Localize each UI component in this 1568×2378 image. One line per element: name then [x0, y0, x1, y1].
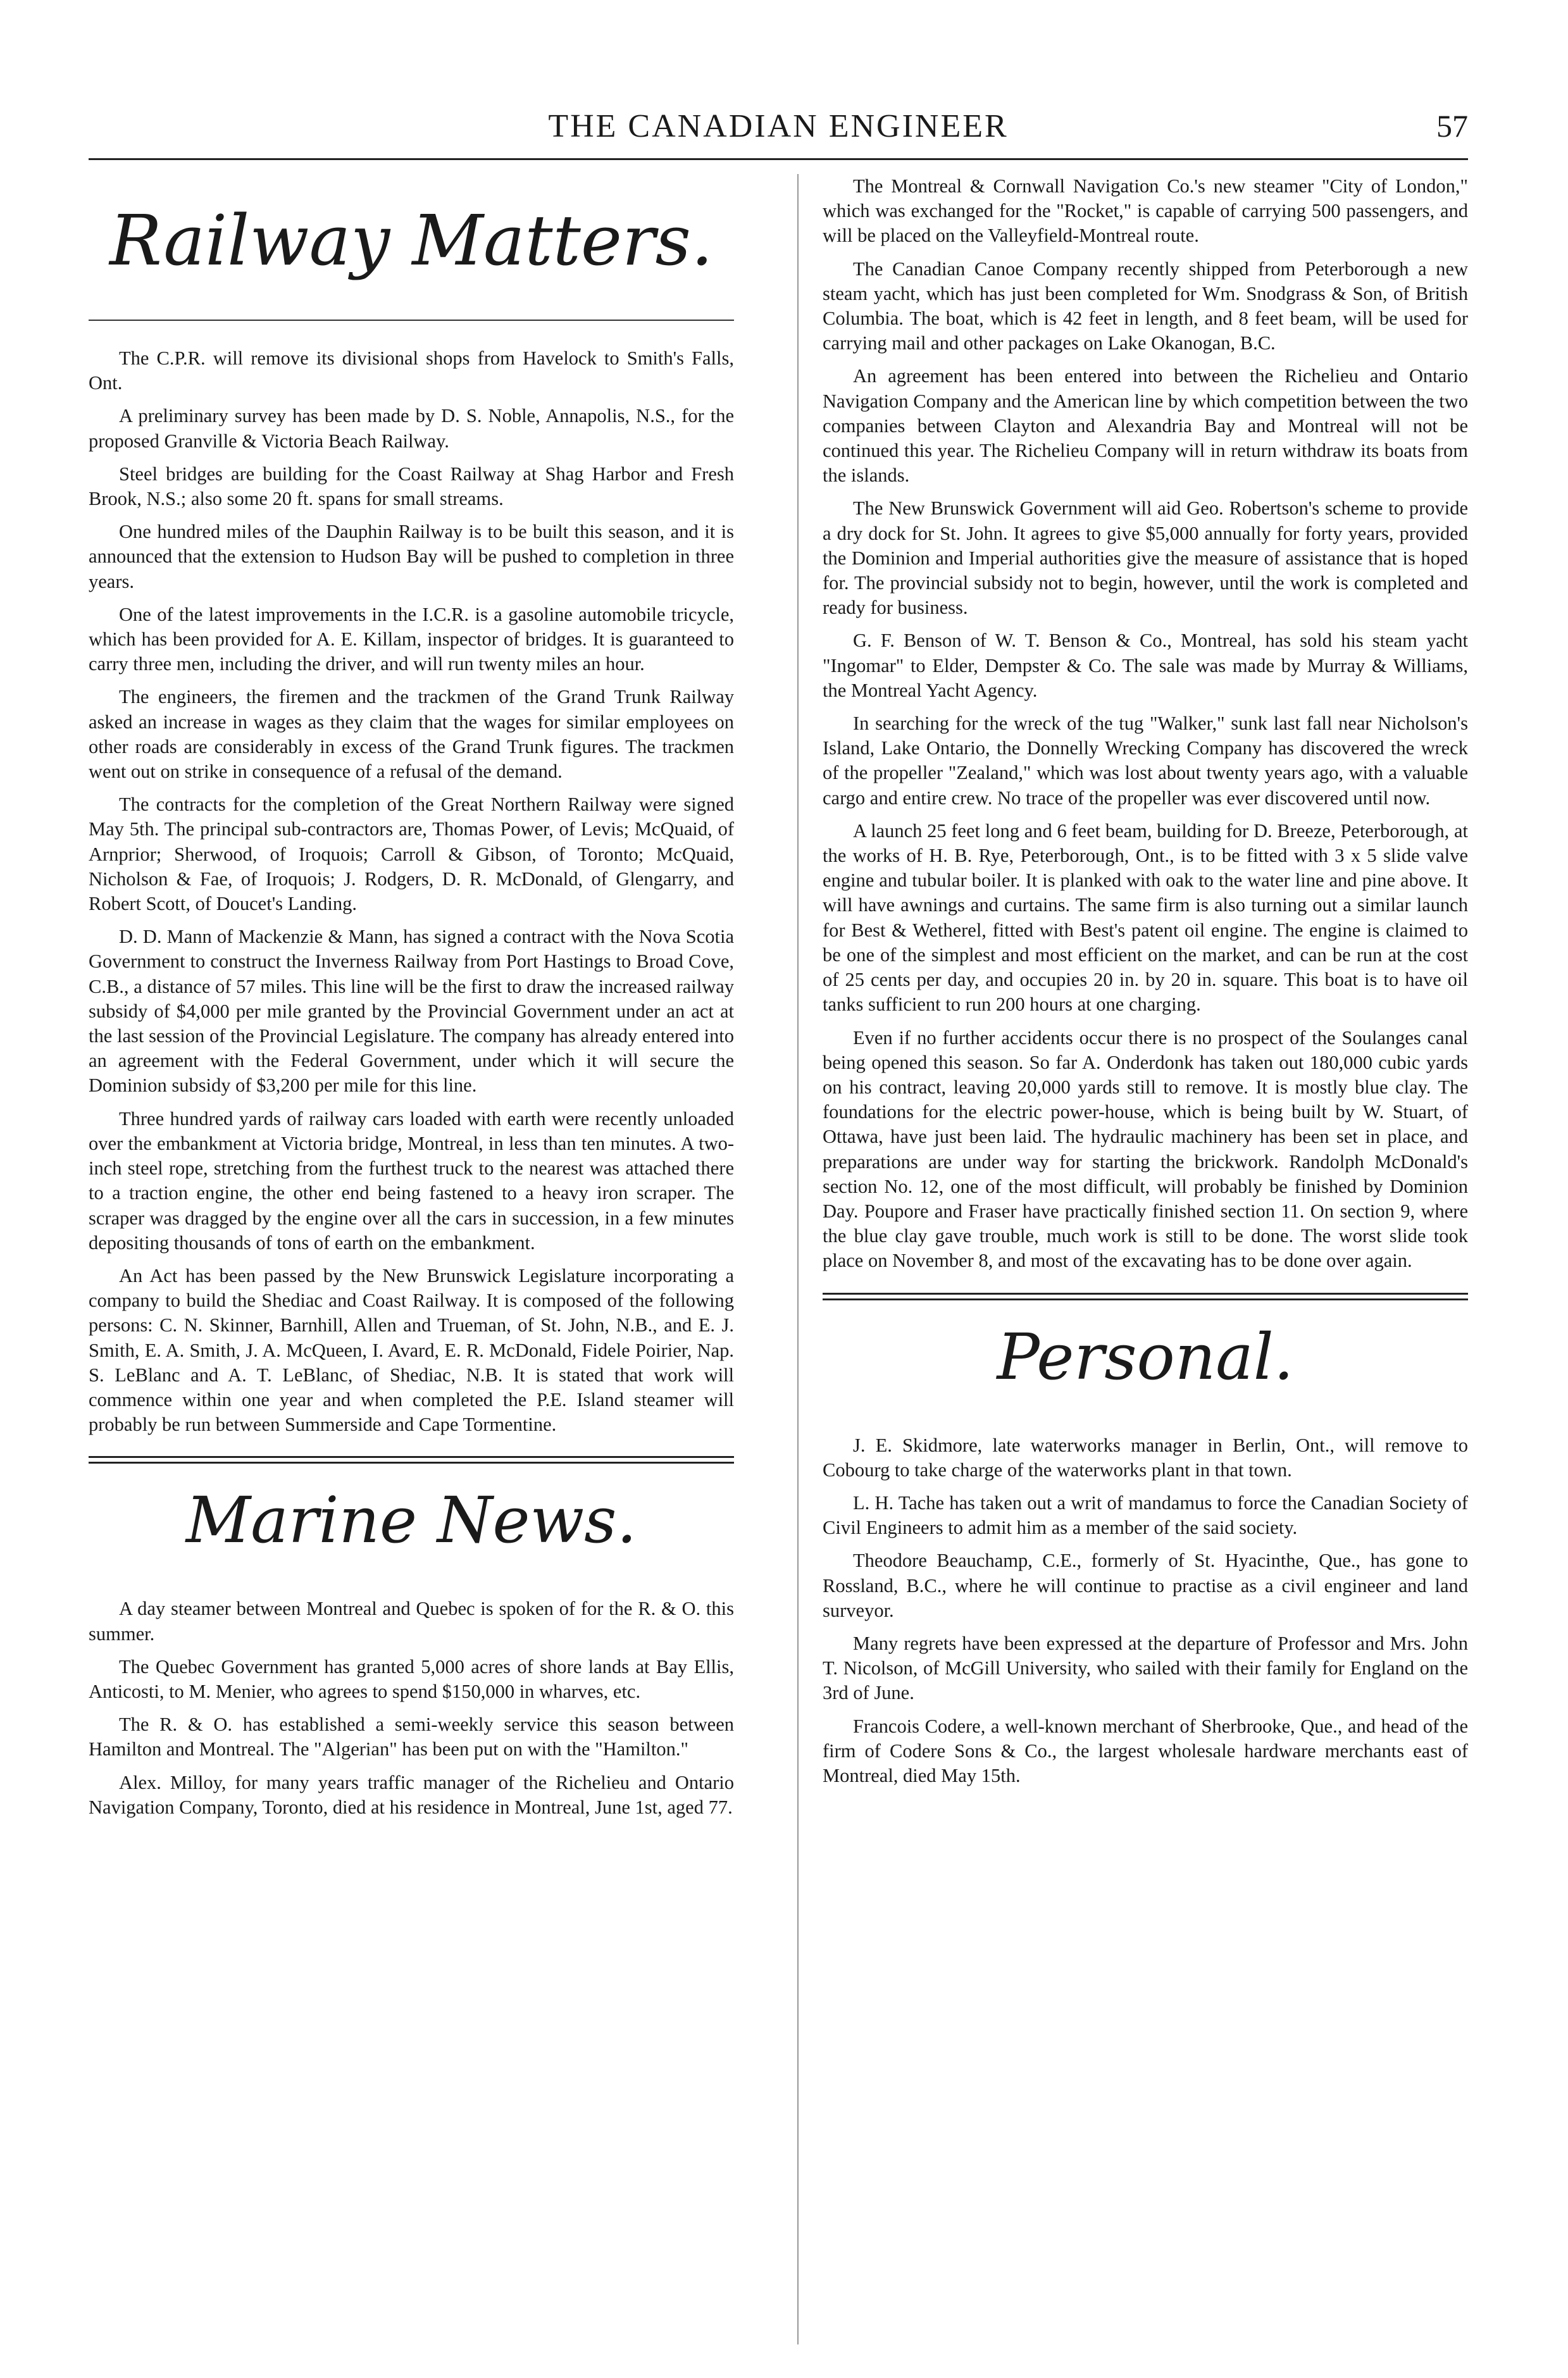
personal-heading: Personal. [997, 1319, 1294, 1394]
article-paragraph: Many regrets have been expressed at the departure of Professor and Mrs. John T. Nicolson, of McGill University, who sailed with their family for England on the 3rd of June. [823, 1632, 1468, 1704]
article-paragraph: The R. & O. has established a semi-weekly service this season between Hamilton and Montreal. The "Algerian" has been put on with the "Hamilton." [89, 1714, 734, 1760]
article-paragraph: The C.P.R. will remove its divisional shops from Havelock to Smith's Falls, Ont. [89, 347, 734, 394]
header-rule [89, 158, 1468, 160]
article-paragraph: The contracts for the completion of the Great Northern Railway were signed May 5th. The principal sub-contractors are, Thomas Power, of Levis; McQuaid, of Arnprior; Sherwood, of Iroquois; Carroll & Gibson, of Toronto; McQuaid, Nicholson & Fae, of Iroquois; J. Rodgers, D. R. McDonald, of Glengarry, and Robert Scott, of Doucet's Landing. [89, 794, 734, 915]
article-paragraph: Even if no further accidents occur there is no prospect of the Soulanges canal being opened this season. So far A. Onderdonk has taken out 180,000 cubic yards on his contract, leaving 20,000 yards still to remove. It is mostly blue clay. The foundations for the electric power-house, which is being built by W. Stuart, of Ottawa, have just been laid. The hydraulic machinery has been set in place, and preparations are under way for starting the brickwork. Randolph McDonald's section No. 12, one of the most difficult, will probably be finished by Dominion Day. Poupore and Fraser have practically finished section 11. On section 9, where the blue clay gave trouble, much work is still to be done. The worst slide took place on November 8, and most of the excavating has to be done over again. [823, 1026, 1468, 1272]
article-paragraph: One hundred miles of the Dauphin Railway is to be built this season, and it is announced that the extension to Hudson Bay will be pushed to completion in three years. [89, 521, 734, 592]
article-paragraph: The New Brunswick Government will aid Geo. Robertson's scheme to provide a dry dock for St. John. It agrees to give $5,000 annually for forty years, provided the Dominion and Imperial authorities give the measure of assistance that is hoped for. The provincial subsidy not to begin, however, until the work is completed and ready for business. [823, 497, 1468, 619]
column-divider [797, 174, 799, 2344]
article-paragraph: The engineers, the firemen and the trackmen of the Grand Trunk Railway asked an increase in wages as they claim that the wages for similar employees on other roads are considerably in excess of the Grand Trunk figures. The trackmen went out on strike in consequence of a refusal of the demand. [89, 686, 734, 783]
left-column [89, 174, 734, 1828]
running-head [89, 108, 1468, 152]
article-paragraph: An agreement has been entered into between the Richelieu and Ontario Navigation Company and the American line by which competition between the two companies between Clayton and Alexandria Bay and Montreal will not be continued this year. The Richelieu Company will in return withdraw its boats from the islands. [823, 365, 1468, 487]
article-paragraph: The Montreal & Cornwall Navigation Co.'s new steamer "City of London," which was exchanged for the "Rocket," is capable of carrying 500 passengers, and will be placed on the Valleyfield-Montreal route. [823, 175, 1468, 247]
railway-matters-body [89, 346, 734, 1437]
article-paragraph: A launch 25 feet long and 6 feet beam, building for D. Breeze, Peterborough, at the works of H. B. Rye, Peterborough, Ont., is to be fitted with 3 x 5 slide valve engine and tubular boiler. It is planked with oak to the water line and pine above. It will have awnings and curtains. The same firm is also turning out a similar launch for Best & Wetherel, fitted with Best's patent oil engine. The engine is claimed to be one of the simplest and most efficient on the market, and can be run at the cost of 25 cents per day, and occupies 20 in. by 20 in. square. This boat is to have oil tanks sufficient to run 200 hours at one charging. [823, 819, 1468, 1016]
marine-news-body [89, 1597, 734, 1820]
article-paragraph: Three hundred yards of railway cars loaded with earth were recently unloaded over the embankment at Victoria bridge, Montreal, in less than ten minutes. A two-inch steel rope, stretching from the furthest truck to the nearest was attached there to a traction engine, the other end being fastened to a heavy iron scraper. The scraper was dragged by the engine over all the cars in succession, in a few minutes depositing thousands of tons of earth on the embankment. [89, 1107, 734, 1254]
article-paragraph: D. D. Mann of Mackenzie & Mann, has signed a contract with the Nova Scotia Government to construct the Inverness Railway from Port Hastings to Broad Cove, C.B., a distance of 57 miles. This line will be the first to draw the increased railway subsidy of $4,000 per mile granted by the Provincial Government under an act at the last session of the Provincial Legislature. The company has already entered into an agreement with the Federal Government, under which it will secure the Dominion subsidy of $3,200 per mile for this line. [89, 926, 734, 1097]
railway-matters-heading: Railway Matters. [109, 200, 713, 281]
article-paragraph: J. E. Skidmore, late waterworks manager in Berlin, Ont., will remove to Cobourg to take charge of the waterworks plant in that town. [823, 1434, 1468, 1481]
article-paragraph: Alex. Milloy, for many years traffic manager of the Richelieu and Ontario Navigation Company, Toronto, died at his residence in Montreal, June 1st, aged 77. [89, 1771, 734, 1818]
article-paragraph: Francois Codere, a well-known merchant of Sherbrooke, Que., and head of the firm of Codere Sons & Co., the largest wholesale hardware merchants east of Montreal, died May 15th. [823, 1715, 1468, 1786]
article-paragraph: The Quebec Government has granted 5,000 acres of shore lands at Bay Ellis, Anticosti, to M. Menier, who agrees to spend $150,000 in wharves, etc. [89, 1655, 734, 1702]
marine-news-heading: Marine News. [185, 1483, 637, 1558]
article-paragraph: Steel bridges are building for the Coast Railway at Shag Harbor and Fresh Brook, N.S.; also some 20 ft. spans for small streams. [89, 463, 734, 510]
journal-title: THE CANADIAN ENGINEER [548, 108, 1009, 144]
article-paragraph: In searching for the wreck of the tug "Walker," sunk last fall near Nicholson's Island, Lake Ontario, the Donnelly Wrecking Company has discovered the wreck of the propeller "Zealand," which was lost about twenty years ago, with a valuable cargo and entire crew. No trace of the propeller was ever discovered until now. [823, 713, 1468, 809]
article-paragraph: L. H. Tache has taken out a writ of mandamus to force the Canadian Society of Civil Engineers to admit him as a member of the said society. [823, 1491, 1468, 1539]
page-number: 57 [1436, 108, 1468, 144]
article-paragraph: Theodore Beauchamp, C.E., formerly of St. Hyacinthe, Que., has gone to Rossland, B.C., where he will continue to practise as a civil engineer and land surveyor. [823, 1550, 1468, 1621]
article-paragraph: An Act has been passed by the New Brunswick Legislature incorporating a company to build the Shediac and Coast Railway. It is composed of the following persons: C. N. Skinner, Barnhill, Allen and Trueman, of St. John, N.B., and E. J. Smith, E. A. Smith, J. A. McQueen, I. Avard, E. R. McDonald, Fidele Poirier, Nap. S. LeBlanc and A. T. LeBlanc, of Shediac, N.B. It is stated that work will commence within one year and when completed the P.E. Island steamer will probably be run between Summerside and Cape Tormentine. [89, 1264, 734, 1436]
marine-news-continued [823, 174, 1468, 1274]
personal-body [823, 1433, 1468, 1789]
section-double-rule [823, 1293, 1468, 1300]
section-rule [89, 320, 734, 321]
article-paragraph: G. F. Benson of W. T. Benson & Co., Montreal, has sold his steam yacht "Ingomar" to Elder, Dempster & Co. The sale was made by Murray & Williams, the Montreal Yacht Agency. [823, 630, 1468, 701]
right-column [823, 174, 1468, 1796]
article-paragraph: A day steamer between Montreal and Quebec is spoken of for the R. & O. this summer. [89, 1598, 734, 1645]
section-double-rule [89, 1456, 734, 1464]
article-paragraph: The Canadian Canoe Company recently shipped from Peterborough a new steam yacht, which has just been completed for Wm. Snodgrass & Son, of British Columbia. The boat, which is 42 feet in length, and 8 feet beam, will be used for carrying mail and other packages on Lake Okanogan, B.C. [823, 258, 1468, 354]
article-paragraph: One of the latest improvements in the I.C.R. is a gasoline automobile tricycle, which has been provided for A. E. Killam, inspector of bridges. It is guaranteed to carry three men, including the driver, and will run twenty miles an hour. [89, 603, 734, 675]
article-paragraph: A preliminary survey has been made by D. S. Noble, Annapolis, N.S., for the proposed Granville & Victoria Beach Railway. [89, 405, 734, 452]
